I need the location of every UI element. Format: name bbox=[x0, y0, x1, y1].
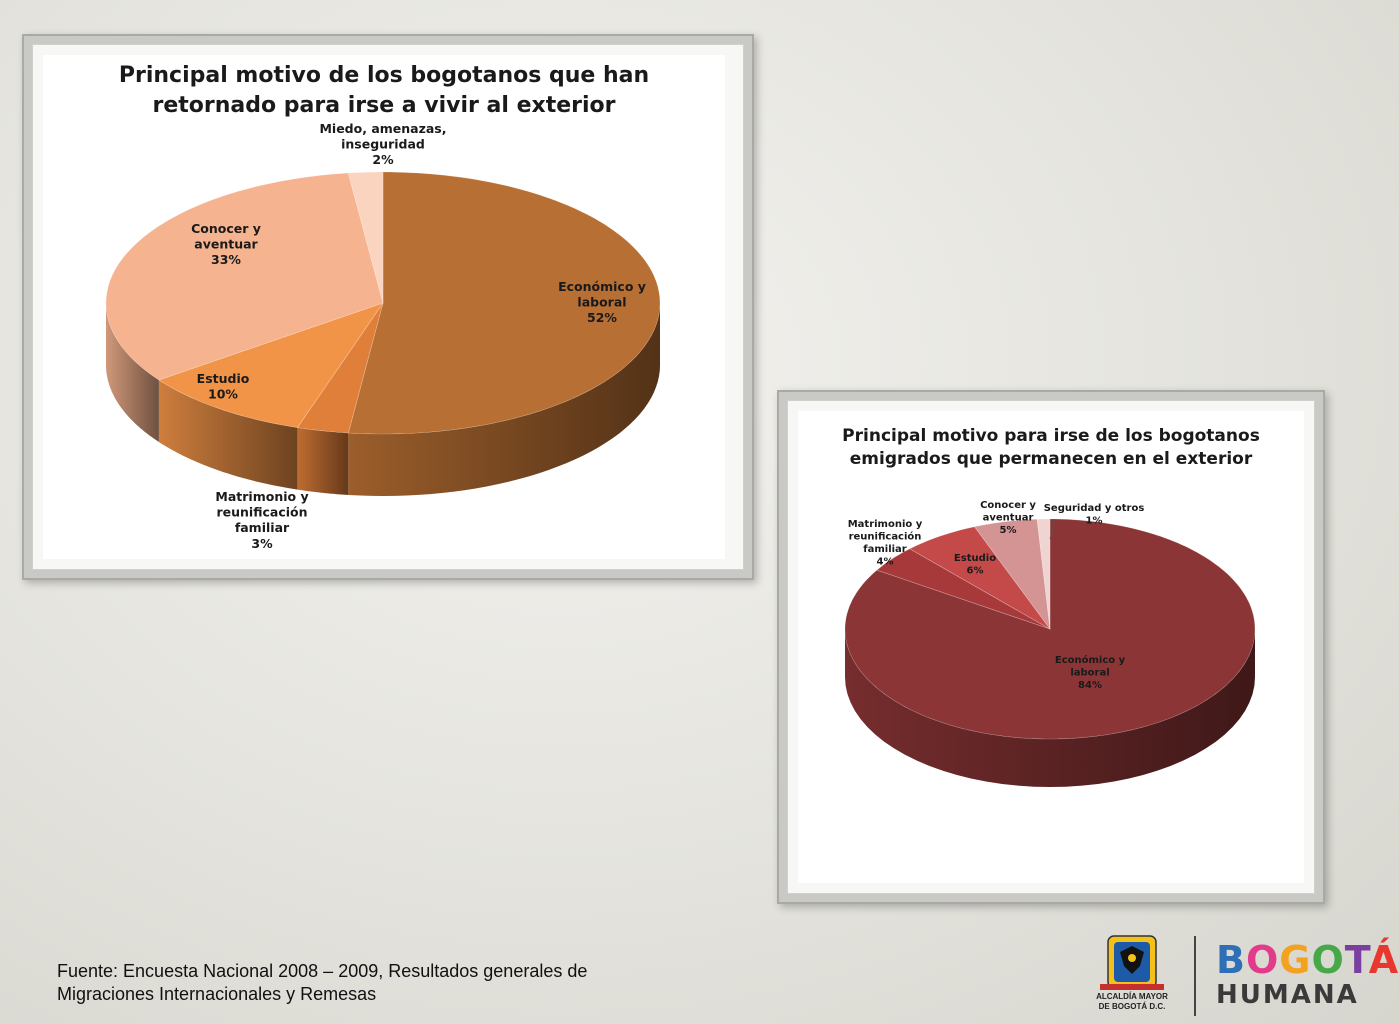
slice-label-line: reunificación bbox=[216, 504, 308, 520]
slice-percent: 6% bbox=[966, 565, 984, 577]
slice-label-line: inseguridad bbox=[341, 136, 425, 152]
slice-label-line: Miedo, amenazas, bbox=[319, 121, 447, 136]
slice-label-line: laboral bbox=[577, 294, 627, 310]
slice-label bbox=[215, 489, 308, 551]
source-footnote-line2: Migraciones Internacionales y Remesas bbox=[57, 984, 377, 1004]
chart-frame-left-inner bbox=[32, 44, 744, 570]
chart-title-left-line1: Principal motivo de los bogotanos que han bbox=[118, 63, 650, 88]
pie-chart-left bbox=[43, 55, 725, 559]
slice-percent: 3% bbox=[251, 535, 273, 551]
slice-percent: 2% bbox=[372, 152, 394, 168]
bogota-letter: Á bbox=[1368, 938, 1399, 982]
chart-frame-right-inner bbox=[787, 400, 1315, 894]
alcaldia-shield-icon bbox=[1090, 934, 1174, 994]
chart-title-left-line2: retornado para irse a vivir al exterior bbox=[152, 93, 616, 118]
slice-label-line: Matrimonio y bbox=[847, 519, 923, 530]
chart-frame-right bbox=[777, 390, 1325, 904]
slice-label-line: Conocer y bbox=[191, 221, 261, 236]
chart-frame-left bbox=[22, 34, 754, 580]
slice-percent: 33% bbox=[211, 252, 241, 268]
slice-label-line: Estudio bbox=[196, 371, 250, 386]
pie-chart-right bbox=[798, 411, 1304, 883]
logos bbox=[1090, 930, 1399, 1020]
logo-divider bbox=[1194, 936, 1196, 1016]
slice-label-line: reunificación bbox=[848, 531, 922, 543]
slice-label-line: Seguridad y otros bbox=[1043, 503, 1145, 514]
chart-title-right-line1: Principal motivo para irse de los bogotanos bbox=[842, 426, 1260, 446]
slice-label bbox=[319, 121, 446, 167]
bogota-letter: B bbox=[1216, 938, 1246, 982]
alcaldia-line2: DE BOGOTÁ D.C. bbox=[1098, 1002, 1166, 1011]
slice-percent: 10% bbox=[208, 386, 238, 402]
chart-title-right-line2: emigrados que permanecen en el exterior bbox=[849, 449, 1253, 469]
source-footnote bbox=[57, 960, 697, 1006]
alcaldia-text bbox=[1090, 992, 1174, 1012]
pie-svg-right bbox=[798, 411, 1304, 883]
source-footnote-line1: Fuente: Encuesta Nacional 2008 – 2009, Resultados generales de bbox=[57, 961, 588, 981]
alcaldia-line1: ALCALDÍA MAYOR bbox=[1096, 992, 1168, 1001]
bogota-letter: O bbox=[1311, 938, 1345, 982]
slice-percent: 1% bbox=[1085, 515, 1103, 527]
slice-label-line: aventuar bbox=[982, 512, 1034, 524]
bogota-humana-logo-humana: HUMANA bbox=[1216, 980, 1359, 1010]
slice-percent: 4% bbox=[876, 556, 894, 568]
bogota-letter: G bbox=[1279, 938, 1312, 982]
slice-label-line: Matrimonio y bbox=[215, 489, 309, 504]
slice-label-line: Conocer y bbox=[980, 500, 1036, 511]
bogota-humana-logo-bogota bbox=[1216, 940, 1399, 980]
bogota-letter: T bbox=[1344, 938, 1369, 982]
slice-percent: 84% bbox=[1078, 680, 1102, 691]
slice-label-line: aventuar bbox=[194, 236, 258, 252]
bogota-letter: O bbox=[1245, 938, 1280, 982]
pie-side-wall bbox=[297, 428, 348, 495]
slice-label-line: Económico y bbox=[558, 279, 646, 294]
slice-label-line: familiar bbox=[863, 544, 907, 555]
slice-label-line: familiar bbox=[234, 520, 290, 536]
slice-percent: 52% bbox=[587, 310, 617, 326]
slice-label-line: Económico y bbox=[1054, 655, 1126, 666]
pie-svg-left bbox=[43, 55, 725, 559]
slice-percent: 5% bbox=[999, 525, 1017, 536]
slice-label-line: laboral bbox=[1070, 667, 1110, 679]
slice-label-line: Estudio bbox=[953, 553, 997, 564]
